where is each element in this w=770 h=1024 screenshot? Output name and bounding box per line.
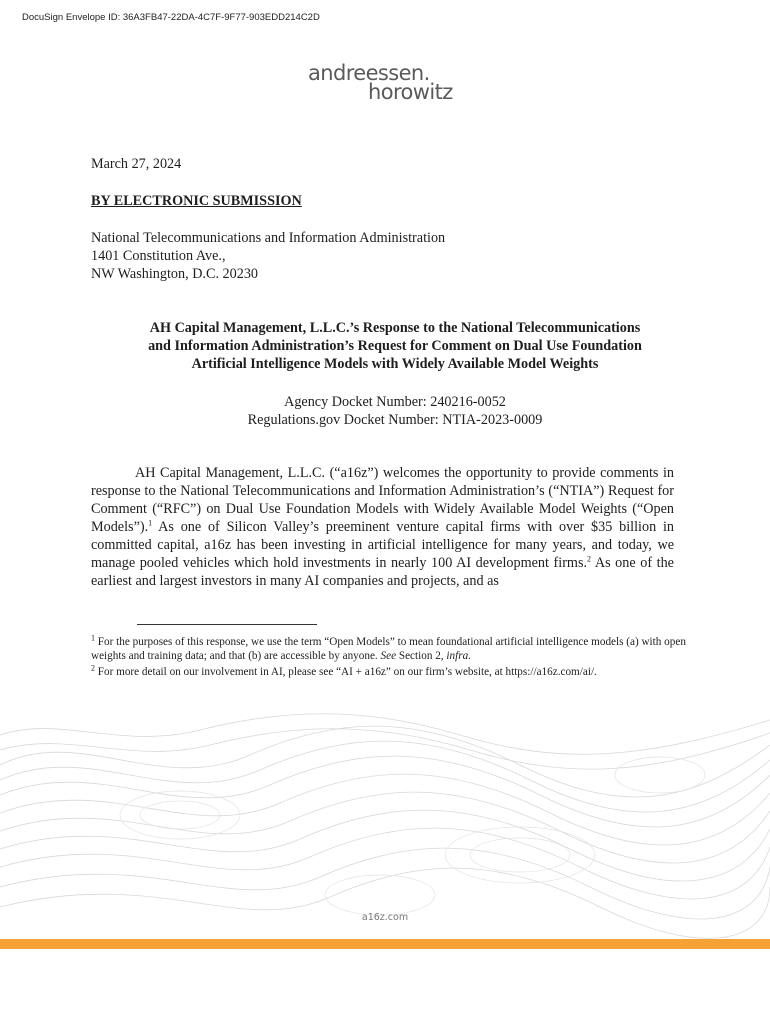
footnote-ref-2: 2 [587,554,592,564]
body-text: As one of the earliest and largest investors in many AI companies and projects, and as [91,555,674,589]
title-line: Artificial Intelligence Models with Widely Available Model Weights [191,356,599,372]
topographic-texture [0,705,770,940]
body-paragraph [91,464,674,590]
logo-line-2: horowitz [368,80,453,104]
footnote-infra: infra [446,650,469,662]
logo-line-1: andreessen. [308,61,430,85]
footnote-ref-1: 1 [148,518,153,528]
letter-date: March 27, 2024 [91,156,182,172]
footnote-divider [137,624,317,625]
footnote-text: For more detail on our involvement in AI, please see “AI + a16z” on our firm’s website, at https://a16z.com/ai/. [95,666,597,678]
agency-docket-number: Agency Docket Number: 240216-0052 [284,394,506,410]
address-line: National Telecommunications and Information Administration [91,230,446,246]
footnote-see: See [380,650,397,662]
recipient-address [91,229,445,283]
address-line: 1401 Constitution Ave., [91,248,226,264]
site-url: a16z.com [361,912,409,923]
title-line: AH Capital Management, L.L.C.’s Response to the National Telecommunications [149,320,641,336]
footnote-number: 2 [91,663,95,673]
footnote-2 [91,665,691,679]
docket-numbers [100,393,690,429]
address-line: NW Washington, D.C. 20230 [91,266,259,282]
body-text: As one of Silicon Valley’s preeminent venture capital firms with over $35 billion in committed capital, a16z has been investing in artificial intelligence for many years, and today, we manage pooled vehicles which hold investments in nearly 100 AI development firms. [91,519,674,571]
body-text: AH Capital Management, L.L.C. (“a16z”) welcomes the opportunity to provide comments in response to the National Telecommunications and Information Administration’s (“NTIA”) Request for Comment (“RFC”) on Dual Use Foundation Models with Widely Available Model Weights (“Open Models”). [91,465,674,535]
footnote-number: 1 [91,633,95,643]
footnote-text: . [468,650,471,662]
andreessen-horowitz-logo [308,62,468,106]
submission-heading: BY ELECTRONIC SUBMISSION [91,193,302,209]
orange-accent-bar [0,939,770,949]
title-line: and Information Administration’s Request for Comment on Dual Use Foundation [148,338,642,354]
regulations-docket-number: Regulations.gov Docket Number: NTIA-2023-0009 [247,412,543,428]
docusign-envelope-id: DocuSign Envelope ID: 36A3FB47-22DA-4C7F-9F77-903EDD214C2D [22,12,320,23]
document-title [100,319,690,373]
footnote-text: For the purposes of this response, we use the term “Open Models” to mean foundational artificial intelligence models (a) with open weights and training data; and that (b) are accessible by anyone. [91,636,686,662]
footnote-text: Section 2, [396,650,447,662]
footnote-1 [91,635,691,663]
